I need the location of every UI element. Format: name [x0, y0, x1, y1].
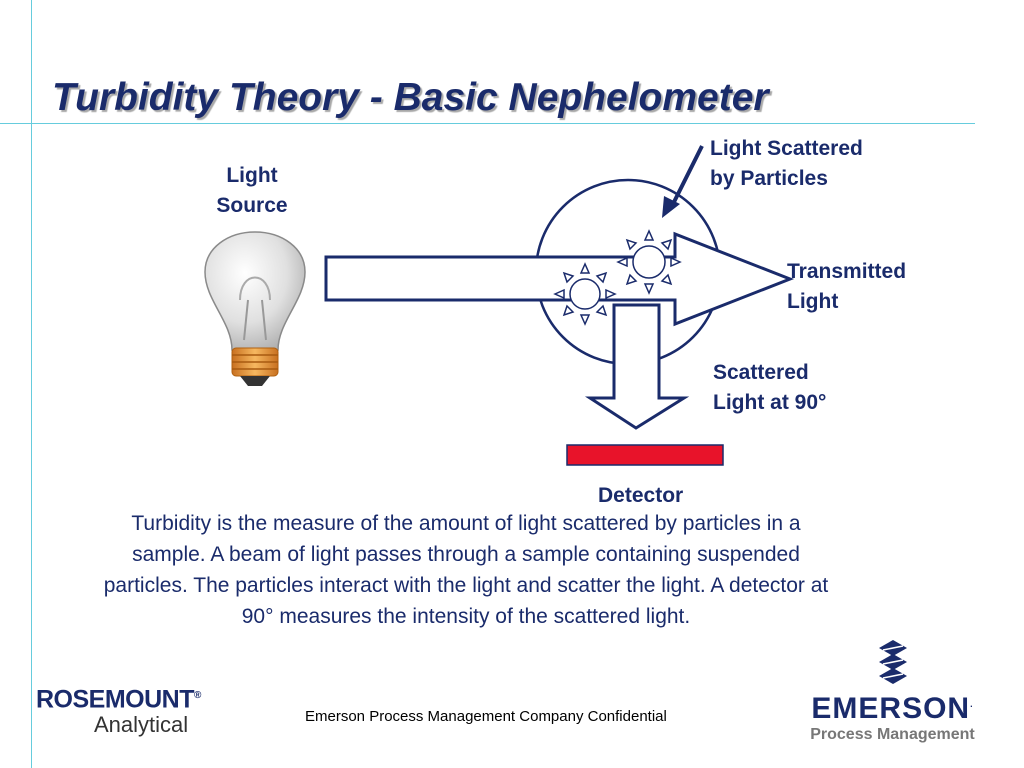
particle-icon: [555, 264, 615, 324]
description-text: Turbidity is the measure of the amount of light scattered by particles in a sample. A beam of light passes through a sample containing suspended particles. The particles interact with the light and scatter the light. A detector at 90° measures the intensity of the scattered light.: [103, 512, 829, 628]
pointer-arrow: [662, 146, 702, 218]
emerson-brand: EMERSON: [811, 692, 971, 725]
light-bulb-icon: [205, 232, 305, 386]
label-detector: Detector: [598, 484, 684, 507]
detector-bar: [567, 445, 723, 465]
rosemount-sub: Analytical: [94, 712, 189, 738]
rosemount-brand: ROSEMOUNT: [36, 685, 194, 714]
label-light-source: Light Source: [216, 164, 288, 217]
transmitted-beam-arrow: [326, 234, 790, 324]
emerson-sub: Process Management: [810, 726, 975, 743]
particle-icon: [618, 231, 680, 293]
label-scattered-by-particles: Light Scattered by Particles: [710, 137, 863, 190]
emerson-logo: EMERSON. Process Management: [800, 640, 985, 745]
footer-text: Emerson Process Management Company Confidential: [305, 708, 667, 725]
rosemount-logo: ROSEMOUNT® Analytical: [36, 685, 201, 738]
emerson-mark-icon: [873, 640, 913, 684]
scattered-light-arrow: [590, 305, 684, 428]
label-scattered-90: Scattered Light at 90°: [713, 361, 827, 414]
label-transmitted-light: Transmitted Light: [787, 260, 907, 313]
slide-title: Turbidity Theory - Basic Nephelometer: [52, 76, 769, 119]
